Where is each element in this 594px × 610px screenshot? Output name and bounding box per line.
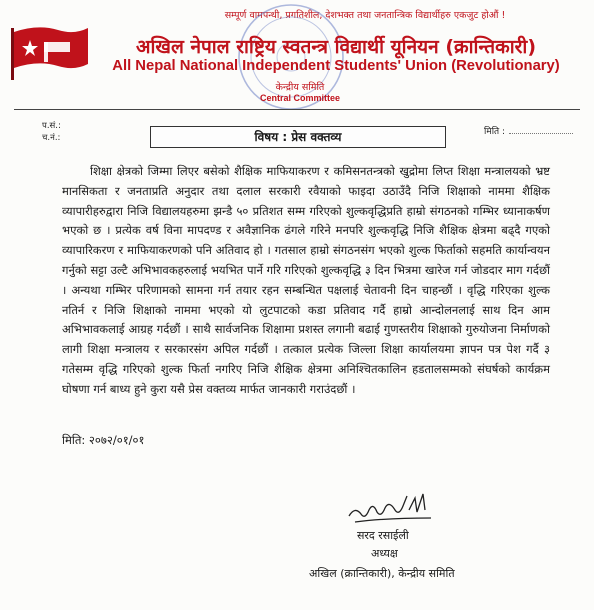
committee-nepali: केन्द्रीय समिति — [275, 82, 325, 93]
org-name-nepali: अखिल नेपाल राष्ट्रिय स्वतन्त्र विद्यार्थी यूनियन (क्रान्तिकारी) — [135, 36, 537, 58]
chalani-number-label: च.नं.: — [42, 133, 61, 143]
reference-labels — [42, 120, 61, 144]
patra-sankhya-label: प.सं.: — [42, 121, 61, 131]
statement-date: मिति: २०७२/०१/०१ — [62, 433, 145, 447]
flag-logo-icon — [8, 22, 92, 82]
signature-block — [305, 488, 545, 598]
motto: सम्पूर्ण वामपन्थी, प्रगतिशील, देशभक्त तथा जनतान्त्रिक विद्यार्थीहरु एकजुट होऔं ! — [224, 10, 506, 21]
date-field — [484, 124, 573, 137]
letterhead — [0, 0, 594, 112]
subject-box: विषय : प्रेस वक्तव्य — [150, 126, 446, 148]
committee-english: Central Committee — [259, 93, 340, 103]
header-divider — [14, 109, 580, 110]
press-statement-body: शिक्षा क्षेत्रको जिम्मा लिएर बसेको शैक्षिक माफियाकरण र कमिसनतन्त्रको खुद्रोमा लिप्त शिक्षा मन्त्रालयको भ्रष्ट मानसिकता र जनताप्रति अनुदार तथा दलाल सरकारी रवैयाको फाइदा उठाउँदै निजि शिक्षाको नाममा शैक्षिक व्यापारीहरुद्वारा निजि विद्यालयहरुमा झन्डै ५० प्रतिशत सम्म गरिएको शुल्कवृद्धिप्रति हाम्रो संगठनको गम्भिर ध्यानाकर्षण भएको छ । प्रत्येक वर्ष विना मापदण्ड र अवैज्ञानिक ढंगले गरिने मनपरि शुल्कवृद्धि निजि शैक्षिक क्षेत्रमा बढ्दै गएको व्यापारिकरण र माफियाकरणको पनि अतिवाद हो । गतसाल हाम्रो संगठनसंग भएको शुल्क फिर्ताको सहमति कार्यान्वयन गर्नुको सट्टा उल्टै अभिभावकहरुलाई भयभित पार्ने गरि गरिएको शुल्कवृद्धि ३ दिन भित्रमा खारेज गर्न जोडदार माग गर्दछौं । अन्यथा गम्भिर परिणामको सामना गर्न तयार रहन सम्बन्धित पक्षलाई चेतावनी दिन चाहन्छौं । वृद्धि गरिएका शुल्क नतिर्न र निजि शिक्षाको नाममा भएको यो लुटपाटको कडा प्रतिवाद गर्दै हाम्रो आन्दोलनलाई साथ दिन आम अभिभावकलाई आग्रह गर्दछौं । साथै सार्वजनिक शिक्षामा प्रशस्त लगानी बढाई गुणस्तरीय शिक्षाको गुरुयोजना निर्माणको लागी शिक्षा मन्त्रालय र सरकारसंग अपिल गर्दछौं । तत्काल प्रत्येक जिल्ला शिक्षा कार्यालयमा ज्ञापन पत्र पेश गर्दै ३ गतेसम्म वृद्धि गरिएको शुल्क फिर्ता नगरिए निजि शैक्षिक क्षेत्रमा अनिश्चितकालिन हडतालसम्मको संघर्षको कार्यक्रम घोषणा गर्न बाध्य हुने कुरा यसै प्रेस वक्तव्य मार्फत जानकारी गराउंदछौं । — [62, 164, 550, 396]
org-name-english: All Nepal National Independent Students' Union (Revolutionary) — [112, 58, 560, 74]
signatory-organization: अखिल (क्रान्तिकारी), केन्द्रीय समिति — [309, 567, 455, 580]
handwritten-signature-icon — [345, 488, 435, 528]
signatory-name: सरद रसाईली — [357, 529, 409, 542]
date-blank-line — [509, 125, 573, 134]
signatory-title: अध्यक्ष — [371, 547, 398, 560]
date-label: मिति : — [484, 127, 506, 137]
